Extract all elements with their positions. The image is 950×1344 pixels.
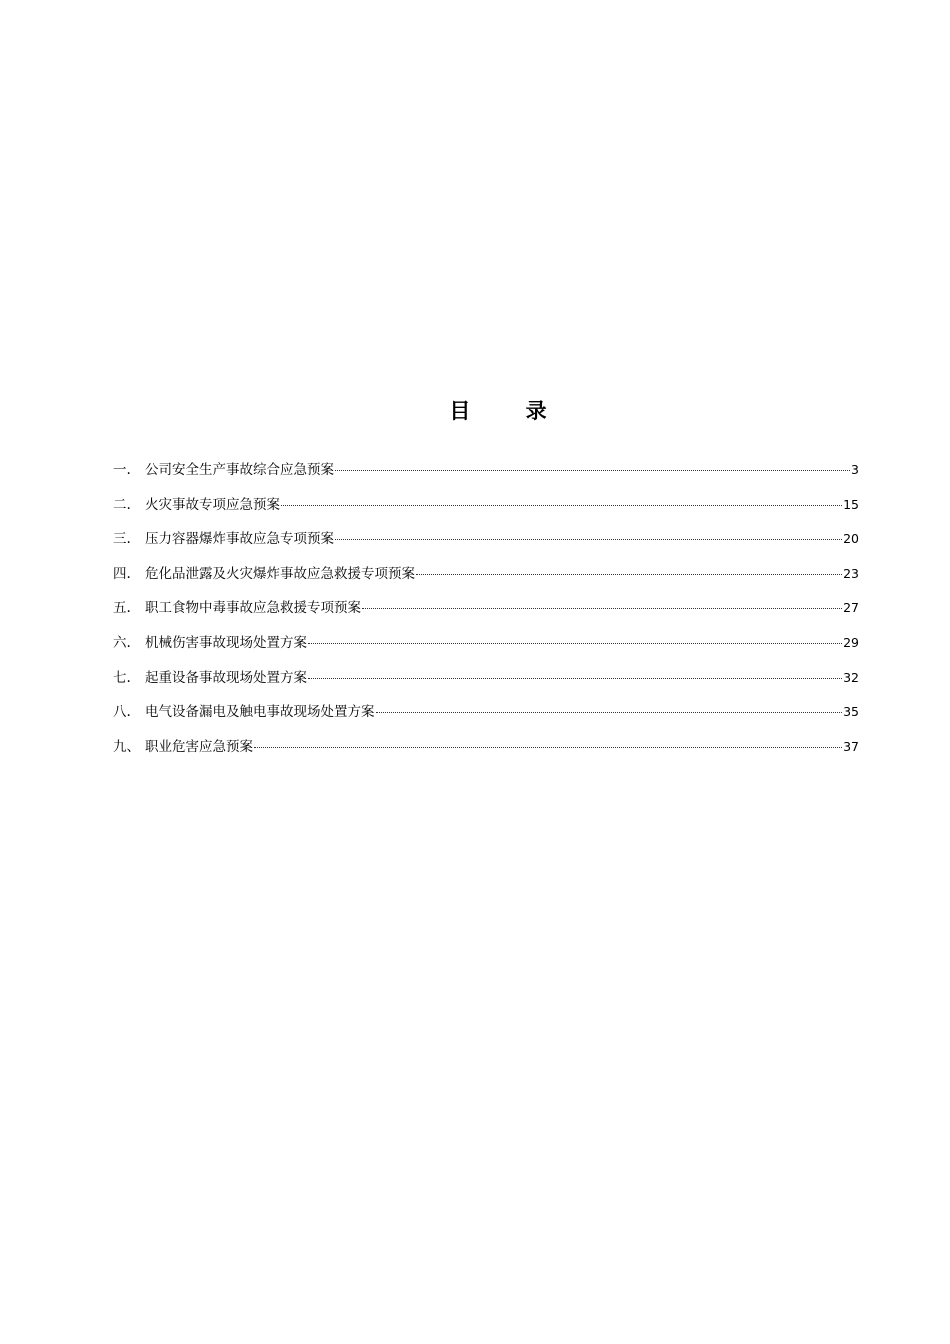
toc-dot-leader xyxy=(376,712,843,713)
toc-entry[interactable] xyxy=(113,490,859,525)
toc-entry-number: 四. xyxy=(113,565,131,582)
toc-entry[interactable] xyxy=(113,663,859,698)
toc-entry-title: 火灾事故专项应急预案 xyxy=(145,496,280,513)
toc-dot-leader xyxy=(335,539,842,540)
toc-dot-leader xyxy=(281,505,842,506)
toc-dot-leader xyxy=(308,678,842,679)
toc-entry-number: 一. xyxy=(113,462,131,478)
toc-entry[interactable] xyxy=(113,732,859,767)
toc-entry-number: 三. xyxy=(113,531,131,548)
toc-dot-leader xyxy=(254,747,842,748)
toc-dot-leader xyxy=(416,574,842,575)
toc-entry-title: 职工食物中毒事故应急救援专项预案 xyxy=(145,600,361,617)
toc-entry[interactable] xyxy=(113,697,859,732)
toc-entry-page: 32 xyxy=(843,669,859,685)
toc-entry[interactable] xyxy=(113,593,859,628)
toc-entry-number: 八. xyxy=(113,704,131,721)
toc-entry-page: 23 xyxy=(843,565,859,581)
toc-entry-title: 机械伤害事故现场处置方案 xyxy=(145,634,307,651)
toc-entry-page: 3 xyxy=(851,462,859,477)
toc-entry-number: 七. xyxy=(113,669,131,686)
toc-entry-title: 电气设备漏电及触电事故现场处置方案 xyxy=(145,704,375,721)
toc-entry-title: 危化品泄露及火灾爆炸事故应急救援专项预案 xyxy=(145,565,415,582)
toc-entry-title: 起重设备事故现场处置方案 xyxy=(145,669,307,686)
toc-entry-number: 九、 xyxy=(113,738,140,755)
toc-entry-page: 37 xyxy=(843,738,859,754)
toc-entry-number: 二. xyxy=(113,496,131,513)
toc-entry-number: 五. xyxy=(113,600,131,617)
toc-entry-title: 职业危害应急预案 xyxy=(145,738,253,755)
toc-dot-leader xyxy=(308,643,842,644)
toc-dot-leader xyxy=(362,608,842,609)
toc-entry[interactable] xyxy=(113,524,859,559)
toc-entry-page: 20 xyxy=(843,531,859,547)
toc-entry-title: 公司安全生产事故综合应急预案 xyxy=(145,462,334,478)
toc-entry[interactable] xyxy=(113,559,859,594)
toc-entry-number: 六. xyxy=(113,634,131,651)
toc-entry-page: 29 xyxy=(843,634,859,650)
toc-entry[interactable] xyxy=(113,455,859,490)
toc-list xyxy=(113,455,859,766)
toc-entry[interactable] xyxy=(113,628,859,663)
toc-dot-leader xyxy=(335,470,850,471)
toc-title: 目 录 xyxy=(449,398,571,423)
toc-entry-page: 27 xyxy=(843,600,859,616)
toc-entry-page: 15 xyxy=(843,496,859,512)
toc-entry-page: 35 xyxy=(843,704,859,720)
toc-entry-title: 压力容器爆炸事故应急专项预案 xyxy=(145,531,334,548)
